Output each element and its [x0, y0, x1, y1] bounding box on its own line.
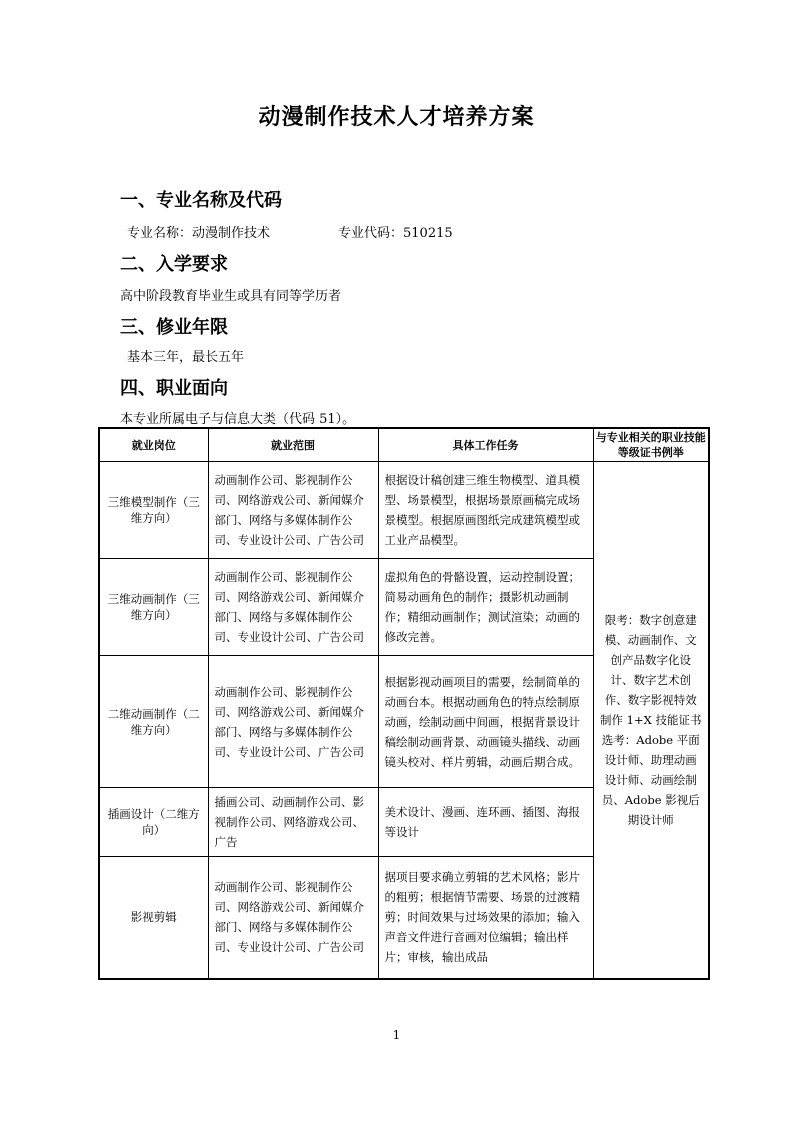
section-heading-major: 一、专业名称及代码	[120, 190, 282, 211]
cell-task: 据项目要求确立剪辑的艺术风格；影片的粗剪；根据情节需要、场景的过渡精剪；时间效果与过场效果的添加；输入声音文件进行音画对位编辑；输出样片；审核，输出成品	[378, 857, 593, 979]
page-title: 动漫制作技术人才培养方案	[258, 105, 535, 130]
cell-position: 二维动画制作（二维方向）	[99, 656, 208, 788]
cell-task: 美术设计、漫画、连环画、插图、海报等设计	[378, 788, 593, 857]
section-heading-career: 四、职业面向	[120, 378, 228, 399]
page-number: 1	[392, 1028, 401, 1042]
section-heading-admission: 二、入学要求	[120, 254, 228, 275]
cell-scope: 动画制作公司、影视制作公司、网络游戏公司、新闻媒介部门、网络与多媒体制作公司、专业设计公司、广告公司	[208, 462, 378, 559]
table-row	[99, 462, 709, 559]
admission-text: 高中阶段教育毕业生或具有同等学历者	[120, 289, 342, 304]
header-position: 就业岗位	[99, 428, 208, 462]
cell-position: 影视剪辑	[99, 857, 208, 979]
major-name: 专业名称：动漫制作技术	[127, 226, 271, 241]
section-heading-duration: 三、修业年限	[120, 317, 228, 338]
header-certificate: 与专业相关的职业技能等级证书例举	[593, 428, 709, 462]
cell-certificate: 限考：数字创意建模、动画制作、文创产品数字化设计、数字艺术创作、数字影视特效制作 1+X 技能证书选考：Adobe 平面设计师、助理动画设计师、动画绘制员、Adobe 影视后期设计师	[593, 462, 709, 979]
cell-position: 三维模型制作（三维方向）	[99, 462, 208, 559]
cell-position: 插画设计（二维方向）	[99, 788, 208, 857]
header-scope: 就业范围	[208, 428, 378, 462]
cell-scope: 插画公司、动画制作公司、影视制作公司、网络游戏公司、广告	[208, 788, 378, 857]
cell-scope: 动画制作公司、影视制作公司、网络游戏公司、新闻媒介部门、网络与多媒体制作公司、专业设计公司、广告公司	[208, 656, 378, 788]
header-task: 具体工作任务	[378, 428, 593, 462]
major-code: 专业代码：510215	[338, 226, 453, 241]
cell-scope: 动画制作公司、影视制作公司、网络游戏公司、新闻媒介部门、网络与多媒体制作公司、专业设计公司、广告公司	[208, 857, 378, 979]
cell-scope: 动画制作公司、影视制作公司、网络游戏公司、新闻媒介部门、网络与多媒体制作公司、专业设计公司、广告公司	[208, 559, 378, 656]
career-table	[98, 427, 710, 980]
cell-task: 根据影视动画项目的需要，绘制简单的动画台本。根据动画角色的特点绘制原动画，绘制动画中间画，根据背景设计稿绘制动画背景、动画镜头描线、动画镜头校对、样片剪辑，动画后期合成。	[378, 656, 593, 788]
table-header-row	[99, 428, 709, 462]
cell-task: 虚拟角色的骨骼设置，运动控制设置；简易动画角色的制作；摄影机动画制作；精细动画制作；测试渲染；动画的修改完善。	[378, 559, 593, 656]
cell-task: 根据设计稿创建三维生物模型、道具模型、场景模型，根据场景原画稿完成场景模型。根据原画图纸完成建筑模型或工业产品模型。	[378, 462, 593, 559]
cell-position: 三维动画制作（三维方向）	[99, 559, 208, 656]
duration-text: 基本三年，最长五年	[127, 350, 245, 365]
career-text: 本专业所属电子与信息大类（代码 51）。	[120, 412, 356, 427]
